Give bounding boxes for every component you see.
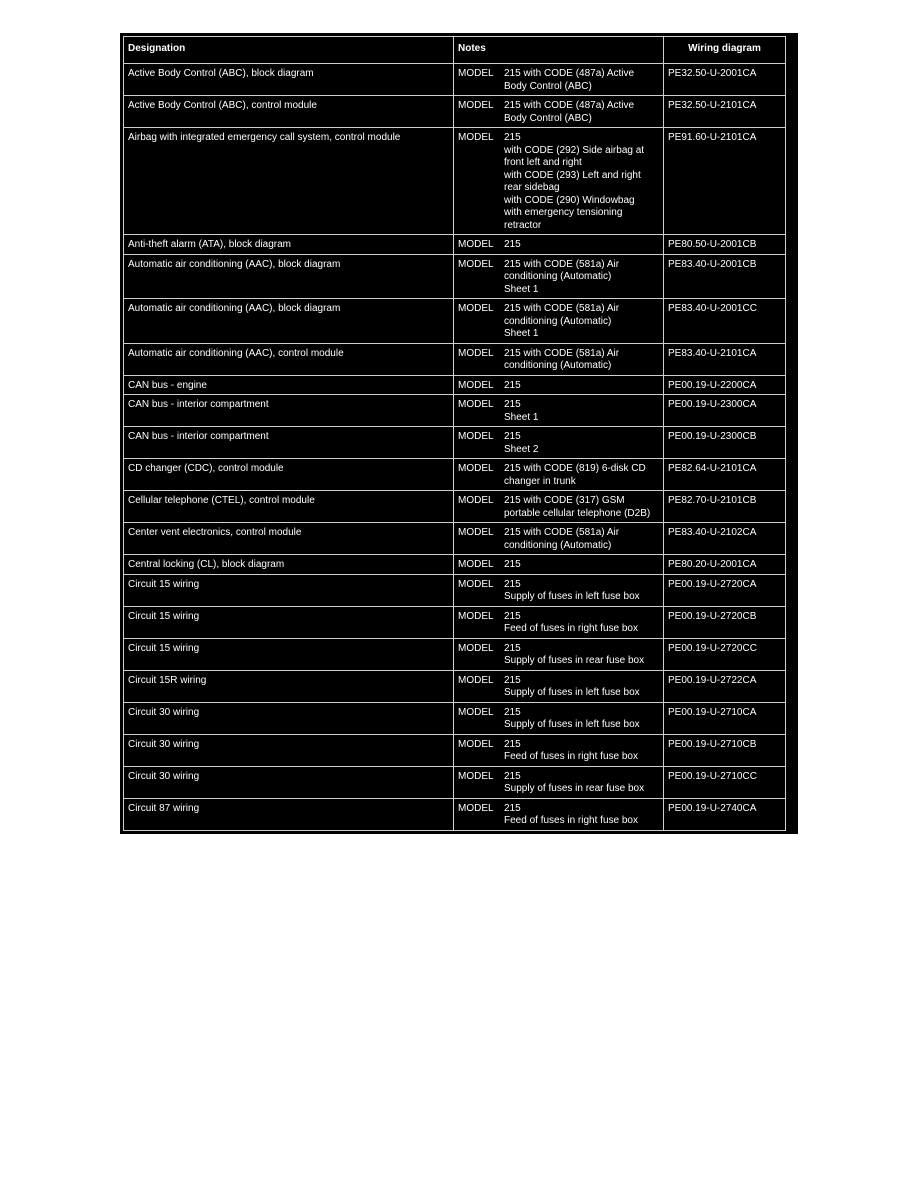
notes-text: 215 Sheet 1: [504, 399, 539, 423]
notes-text: 215 with CODE (292) Side airbag at front left and right with CODE (293) Left and right rear sidebag with CODE (290) Windowbag with emergency tensioning retractor: [504, 132, 645, 231]
table-body: [124, 64, 786, 831]
model-label: MODEL: [458, 495, 494, 506]
model-label: MODEL: [458, 68, 494, 79]
notes-cell: [454, 299, 664, 344]
table-row: [124, 734, 786, 766]
notes-text: 215: [504, 379, 521, 391]
table-row: [124, 574, 786, 606]
wiring-diagram-cell: PE82.70-U-2101CB: [664, 491, 786, 523]
model-label: MODEL: [458, 347, 494, 359]
notes-text: 215 with CODE (581a) Air conditioning (Automatic) Sheet 1: [504, 258, 620, 295]
table-row: [124, 459, 786, 491]
designation-cell: CAN bus - interior compartment: [124, 427, 454, 459]
wiring-diagram-cell: PE00.19-U-2200CA: [664, 375, 786, 395]
designation-cell: CAN bus - engine: [124, 375, 454, 395]
wiring-diagram-cell: PE00.19-U-2722CA: [664, 670, 786, 702]
notes-cell: [454, 702, 664, 734]
designation-cell: Airbag with integrated emergency call system, control module: [124, 128, 454, 235]
designation-cell: Circuit 15 wiring: [124, 574, 454, 606]
designation-cell: Automatic air conditioning (AAC), block diagram: [124, 299, 454, 344]
table-row: [124, 395, 786, 427]
wiring-diagram-cell: PE80.50-U-2001CB: [664, 235, 786, 255]
model-label: MODEL: [458, 527, 494, 538]
wiring-diagram-cell: PE00.19-U-2710CA: [664, 702, 786, 734]
model-label: MODEL: [458, 463, 494, 474]
designation-cell: Circuit 15 wiring: [124, 638, 454, 670]
wiring-diagram-cell: PE00.19-U-2710CB: [664, 734, 786, 766]
notes-cell: [454, 798, 664, 830]
header-wiring-diagram: Wiring diagram: [664, 37, 786, 64]
wiring-diagram-cell: PE83.40-U-2102CA: [664, 523, 786, 555]
notes-text: 215 with CODE (581a) Air conditioning (Automatic) Sheet 1: [504, 303, 620, 339]
designation-cell: Central locking (CL), block diagram: [124, 555, 454, 575]
wiring-diagram-cell: PE82.64-U-2101CA: [664, 459, 786, 491]
designation-cell: Circuit 15 wiring: [124, 606, 454, 638]
notes-text: 215: [504, 239, 521, 250]
table-header-row: [124, 37, 786, 64]
notes-cell: [454, 96, 664, 128]
notes-cell: [454, 459, 664, 491]
wiring-diagram-cell: PE00.19-U-2720CA: [664, 574, 786, 606]
notes-cell: [454, 670, 664, 702]
designation-cell: CAN bus - interior compartment: [124, 395, 454, 427]
notes-text: 215 Supply of fuses in left fuse box: [504, 578, 640, 602]
notes-text: 215 Supply of fuses in left fuse box: [504, 674, 640, 698]
model-label: MODEL: [458, 706, 494, 718]
table-row: [124, 299, 786, 344]
table-row: [124, 64, 786, 96]
notes-cell: [454, 734, 664, 766]
designation-cell: Active Body Control (ABC), control module: [124, 96, 454, 128]
model-label: MODEL: [458, 239, 494, 250]
notes-text: 215 Feed of fuses in right fuse box: [504, 610, 638, 634]
notes-cell: [454, 128, 664, 235]
wiring-diagram-cell: PE91.60-U-2101CA: [664, 128, 786, 235]
wiring-diagram-table: [123, 36, 786, 831]
notes-text: 215 with CODE (317) GSM portable cellular telephone (D2B): [504, 495, 651, 519]
model-label: MODEL: [458, 578, 494, 590]
model-label: MODEL: [458, 100, 494, 111]
designation-cell: Center vent electronics, control module: [124, 523, 454, 555]
model-label: MODEL: [458, 379, 494, 391]
designation-cell: Circuit 30 wiring: [124, 702, 454, 734]
designation-cell: Circuit 30 wiring: [124, 734, 454, 766]
notes-cell: [454, 235, 664, 255]
notes-cell: [454, 491, 664, 523]
wiring-diagram-cell: PE00.19-U-2720CC: [664, 638, 786, 670]
table-row: [124, 96, 786, 128]
wiring-diagram-cell: PE32.50-U-2101CA: [664, 96, 786, 128]
notes-text: 215 Feed of fuses in right fuse box: [504, 802, 638, 826]
notes-cell: [454, 427, 664, 459]
designation-cell: Circuit 30 wiring: [124, 766, 454, 798]
notes-text: 215 with CODE (487a) Active Body Control (ABC): [504, 68, 635, 92]
model-label: MODEL: [458, 738, 494, 750]
table-row: [124, 427, 786, 459]
table-row: [124, 766, 786, 798]
table-row: [124, 254, 786, 299]
model-label: MODEL: [458, 431, 494, 442]
notes-cell: [454, 395, 664, 427]
notes-text: 215 with CODE (581a) Air conditioning (Automatic): [504, 347, 620, 371]
notes-text: 215 Sheet 2: [504, 431, 539, 455]
table-row: [124, 606, 786, 638]
notes-cell: [454, 523, 664, 555]
notes-text: 215 Supply of fuses in left fuse box: [504, 706, 640, 730]
table-row: [124, 375, 786, 395]
model-label: MODEL: [458, 674, 494, 686]
wiring-diagram-cell: PE83.40-U-2001CB: [664, 254, 786, 299]
notes-cell: [454, 606, 664, 638]
wiring-diagram-cell: PE80.20-U-2001CA: [664, 555, 786, 575]
wiring-diagram-cell: PE00.19-U-2710CC: [664, 766, 786, 798]
notes-text: 215 with CODE (487a) Active Body Control (ABC): [504, 100, 635, 124]
model-label: MODEL: [458, 770, 494, 782]
table-row: [124, 128, 786, 235]
wiring-diagram-cell: PE83.40-U-2001CC: [664, 299, 786, 344]
designation-cell: Active Body Control (ABC), block diagram: [124, 64, 454, 96]
header-notes: Notes: [454, 37, 664, 64]
notes-text: 215 Supply of fuses in rear fuse box: [504, 642, 645, 666]
model-label: MODEL: [458, 642, 494, 654]
notes-cell: [454, 254, 664, 299]
notes-cell: [454, 574, 664, 606]
table-row: [124, 638, 786, 670]
designation-cell: Circuit 15R wiring: [124, 670, 454, 702]
designation-cell: Cellular telephone (CTEL), control module: [124, 491, 454, 523]
table-row: [124, 702, 786, 734]
notes-text: 215: [504, 559, 521, 570]
wiring-diagram-cell: PE32.50-U-2001CA: [664, 64, 786, 96]
wiring-diagram-cell: PE00.19-U-2300CA: [664, 395, 786, 427]
notes-cell: [454, 375, 664, 395]
model-label: MODEL: [458, 802, 494, 814]
header-designation: Designation: [124, 37, 454, 64]
model-label: MODEL: [458, 559, 494, 570]
model-label: MODEL: [458, 303, 494, 314]
notes-cell: [454, 343, 664, 375]
model-label: MODEL: [458, 610, 494, 622]
table-row: [124, 343, 786, 375]
wiring-diagram-cell: PE00.19-U-2300CB: [664, 427, 786, 459]
table-row: [124, 491, 786, 523]
designation-cell: Automatic air conditioning (AAC), block diagram: [124, 254, 454, 299]
table-row: [124, 523, 786, 555]
designation-cell: Circuit 87 wiring: [124, 798, 454, 830]
table-row: [124, 798, 786, 830]
table-row: [124, 235, 786, 255]
designation-cell: Automatic air conditioning (AAC), control module: [124, 343, 454, 375]
wiring-diagram-cell: PE00.19-U-2740CA: [664, 798, 786, 830]
model-label: MODEL: [458, 258, 494, 270]
model-label: MODEL: [458, 132, 494, 143]
notes-text: 215 with CODE (819) 6-disk CD changer in trunk: [504, 463, 646, 487]
notes-text: 215 Feed of fuses in right fuse box: [504, 738, 638, 762]
notes-text: 215 with CODE (581a) Air conditioning (Automatic): [504, 527, 620, 551]
wiring-diagram-cell: PE83.40-U-2101CA: [664, 343, 786, 375]
model-label: MODEL: [458, 399, 494, 410]
designation-cell: CD changer (CDC), control module: [124, 459, 454, 491]
notes-cell: [454, 555, 664, 575]
designation-cell: Anti-theft alarm (ATA), block diagram: [124, 235, 454, 255]
wiring-diagram-table-container: [120, 33, 798, 834]
notes-cell: [454, 64, 664, 96]
notes-text: 215 Supply of fuses in rear fuse box: [504, 770, 645, 794]
wiring-diagram-cell: PE00.19-U-2720CB: [664, 606, 786, 638]
notes-cell: [454, 766, 664, 798]
table-row: [124, 670, 786, 702]
notes-cell: [454, 638, 664, 670]
table-row: [124, 555, 786, 575]
